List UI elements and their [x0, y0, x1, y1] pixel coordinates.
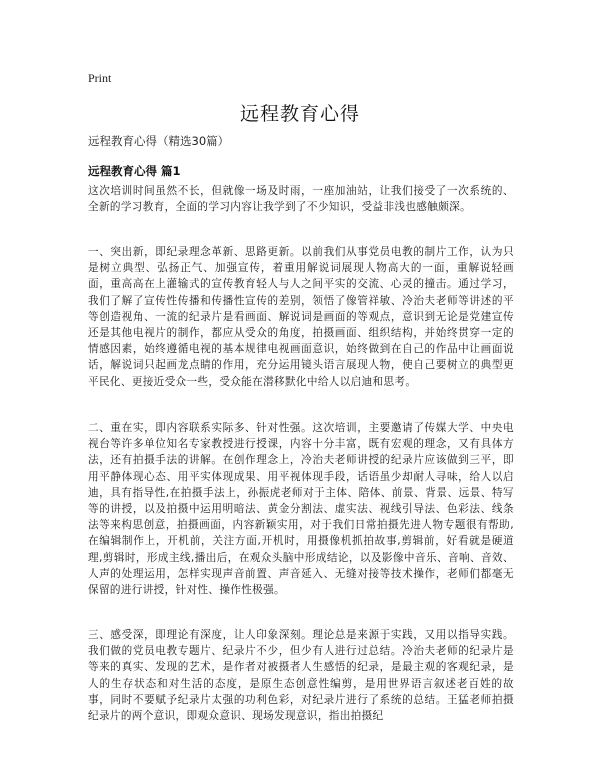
paragraph-point-two: 二、重在实，即内容联系实际多、针对性强。这次培训，主要邀请了传媒大学、中央电视台等许多单位知名专家教授进行授课，内容十分丰富，既有宏观的理念，又有具体方法，还有拍摄手法的讲解。在创作理念上，冷治夫老师讲授的纪录片应该做到三平，即用平静体现心态、用平实体现成果、用平视体现手段，话语虽少却耐人寻味，给人以启迪，具有指导性,在拍摄手法上，孙振虎老师对于主体、陪体、前景、背景、远景、特写等的讲授，以及拍摄中运用明暗法、黄金分割法、虚实法、视线引导法、色彩法、线条法等来构思创意，拍摄画面，内容新颖实用，对于我们日常拍摄先进人物专题很有帮助,在编辑制作上，开机前，关注方面,开机时，用摄像机抓拍故事,剪辑前，好看就是硬道理,剪辑时，形成主线,播出后，在观众头脑中形成结论，以及影像中音乐、音响、音效、人声的处理运用，怎样实现声音前置、声音延入、无缝对接等技术操作，老师们都毫无保留的进行讲授，针对性、操作性极强。: [88, 422, 514, 597]
section-heading: 远程教育心得 篇1: [88, 164, 181, 178]
document-subtitle: 远程教育心得（精选30篇）: [88, 134, 230, 148]
print-label: Print: [88, 71, 112, 85]
paragraph-intro: 这次培训时间虽然不长，但就像一场及时雨，一座加油站，让我们接受了一次系统的、全新的学习教育，全面的学习内容让我学到了不少知识，受益非浅也感触颇深。: [88, 185, 514, 214]
paragraph-point-one: 一、突出新，即纪录理念革新、思路更新。以前我们从事党员电教的制片工作，认为只是树立典型、弘扬正气、加强宣传，着重用解说词展现人物高大的一面，重解说轻画面，重高高在上灌输式的宣传教育轻人与人之间平实的交流、心灵的撞击。通过学习，我们了解了宣传性传播和传播性宣传的差别，领悟了像管祥敏、冷治夫老师等讲述的平等创造视角、一流的纪录片是看画面、解说词是画面的等观点，意识到无论是党建宣传还是其他电视片的制作，都应从受众的角度，拍摄画面、组织结构，并始终贯穿一定的情感因素，始终遵循电视的基本规律电视画面意识，始终做到在自己的作品中让画面说话，解说词只起画龙点睛的作用，充分运用镜头语言展现人物，使自己要树立的典型更平民化、更接近受众一些，受众能在潜移默化中给人以启迪和思考。: [88, 246, 514, 388]
document-title: 远程教育心得: [239, 103, 360, 125]
paragraph-point-three: 三、感受深，即理论有深度，让人印象深刻。理论总是来源于实践，又用以指导实践。我们做的党员电教专题片、纪录片不少，但少有人进行过总结。冷治夫老师的纪录片是等来的真实、发现的艺术，是作者对被摄者人生感悟的纪录，是最主观的客观纪录，是人的生存状态和对生活的态度，是原生态创意性编剪，是用世界语言叙述老百姓的故事，同时不要赋予纪录片太强的功利色彩，对纪录片进行了系统的总结。王猛老师拍摄纪录片的两个意识，即观众意识、现场发现意识，指出拍摄纪: [88, 629, 514, 723]
